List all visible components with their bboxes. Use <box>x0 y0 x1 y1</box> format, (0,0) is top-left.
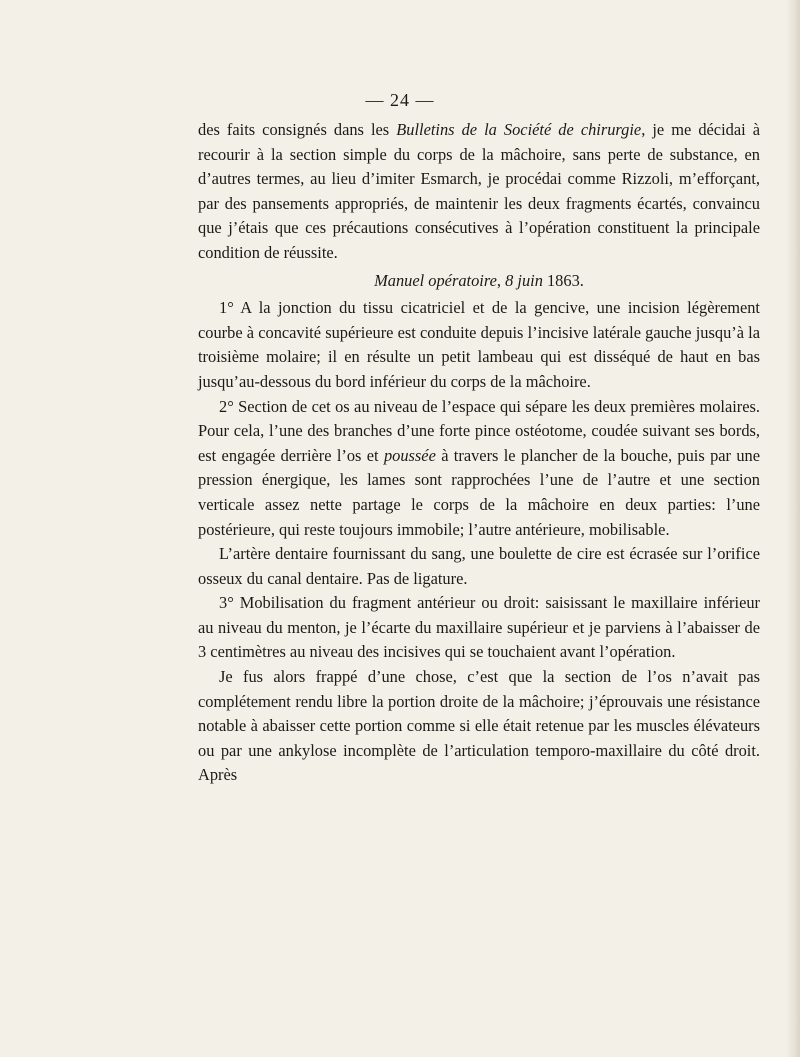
italic-poussee: poussée <box>383 445 436 465</box>
paragraph-intro-start: des faits consignés dans les <box>198 120 397 139</box>
paragraph-step-2-start: 2° Section de cet os au niveau de l’espace qui sépare les deux premières molaires. Pour cela, l’une des branches d’une forte pince ostéotome, coudée suivant ses bords, est engagée derrière l’os et <box>198 396 760 465</box>
section-heading-year: 1863. <box>542 270 584 290</box>
paragraph-step-1: 1° A la jonction du tissu cicatriciel et de la gencive, une incision légèrement courbe à concavité supérieure est conduite depuis l’incisive latérale gauche jusqu’à la troisième molaire; il en résulte un petit lambeau qui est disséqué de haut en bas jusqu’au-dessous du bord inférieur du corps de la mâchoire. <box>198 298 760 391</box>
page-number: — 24 — <box>365 90 435 110</box>
paragraph-artery: L’artère dentaire fournissant du sang, une boulette de cire est écrasée sur l’orifice osseux du canal dentaire. Pas de ligature. <box>198 544 760 588</box>
paragraph-step-2 <box>198 395 760 543</box>
paragraph-intro <box>198 118 760 266</box>
paragraph-step-2-end: à travers le plancher de la bouche, puis par une pression énergique, les lames sont rapprochées l’une de l’autre et une section verticale assez nette partage le corps de la mâchoire en deux parties: l’une postérieure, qui reste toujours immobile; l’autre antérieure, mobilisable. <box>198 445 760 539</box>
paragraph-observation: Je fus alors frappé d’une chose, c’est que la section de l’os n’avait pas complétement rendu libre la portion droite de la mâchoire; j’éprouvais une résistance notable à abaisser cette portion comme si elle était retenue par les muscles élévateurs ou par une ankylose incomplète de l’articulation temporo-maxillaire du côté droit. Après <box>198 667 760 785</box>
section-heading-date: 8 juin <box>505 270 543 290</box>
text-body <box>198 118 760 788</box>
page-edge <box>786 0 800 1057</box>
paragraph-intro-end: , je me décidai à recourir à la section simple du corps de la mâchoire, sans perte de substance, en d’autres termes, au lieu d’imiter Esmarch, je procédai comme Rizzoli, m’efforçant, par des pansements appropriés, de maintenir les deux fragments écartés, convaincu que j’étais que ces précautions consécutives à l’opération constituent la principale condition de réussite. <box>198 120 760 262</box>
section-heading-sep: , <box>496 270 506 290</box>
section-heading <box>198 269 760 294</box>
section-heading-title: Manuel opératoire <box>374 270 497 290</box>
bulletins-title: Bulletins de la Société de chirurgie <box>396 120 642 139</box>
paragraph-step-3: 3° Mobilisation du fragment antérieur ou droit: saisissant le maxillaire inférieur au niveau du menton, je l’écarte du maxillaire supérieur et je parviens à l’abaisser de 3 centimètres au niveau des incisives qui se touchaient avant l’opération. <box>198 593 760 662</box>
